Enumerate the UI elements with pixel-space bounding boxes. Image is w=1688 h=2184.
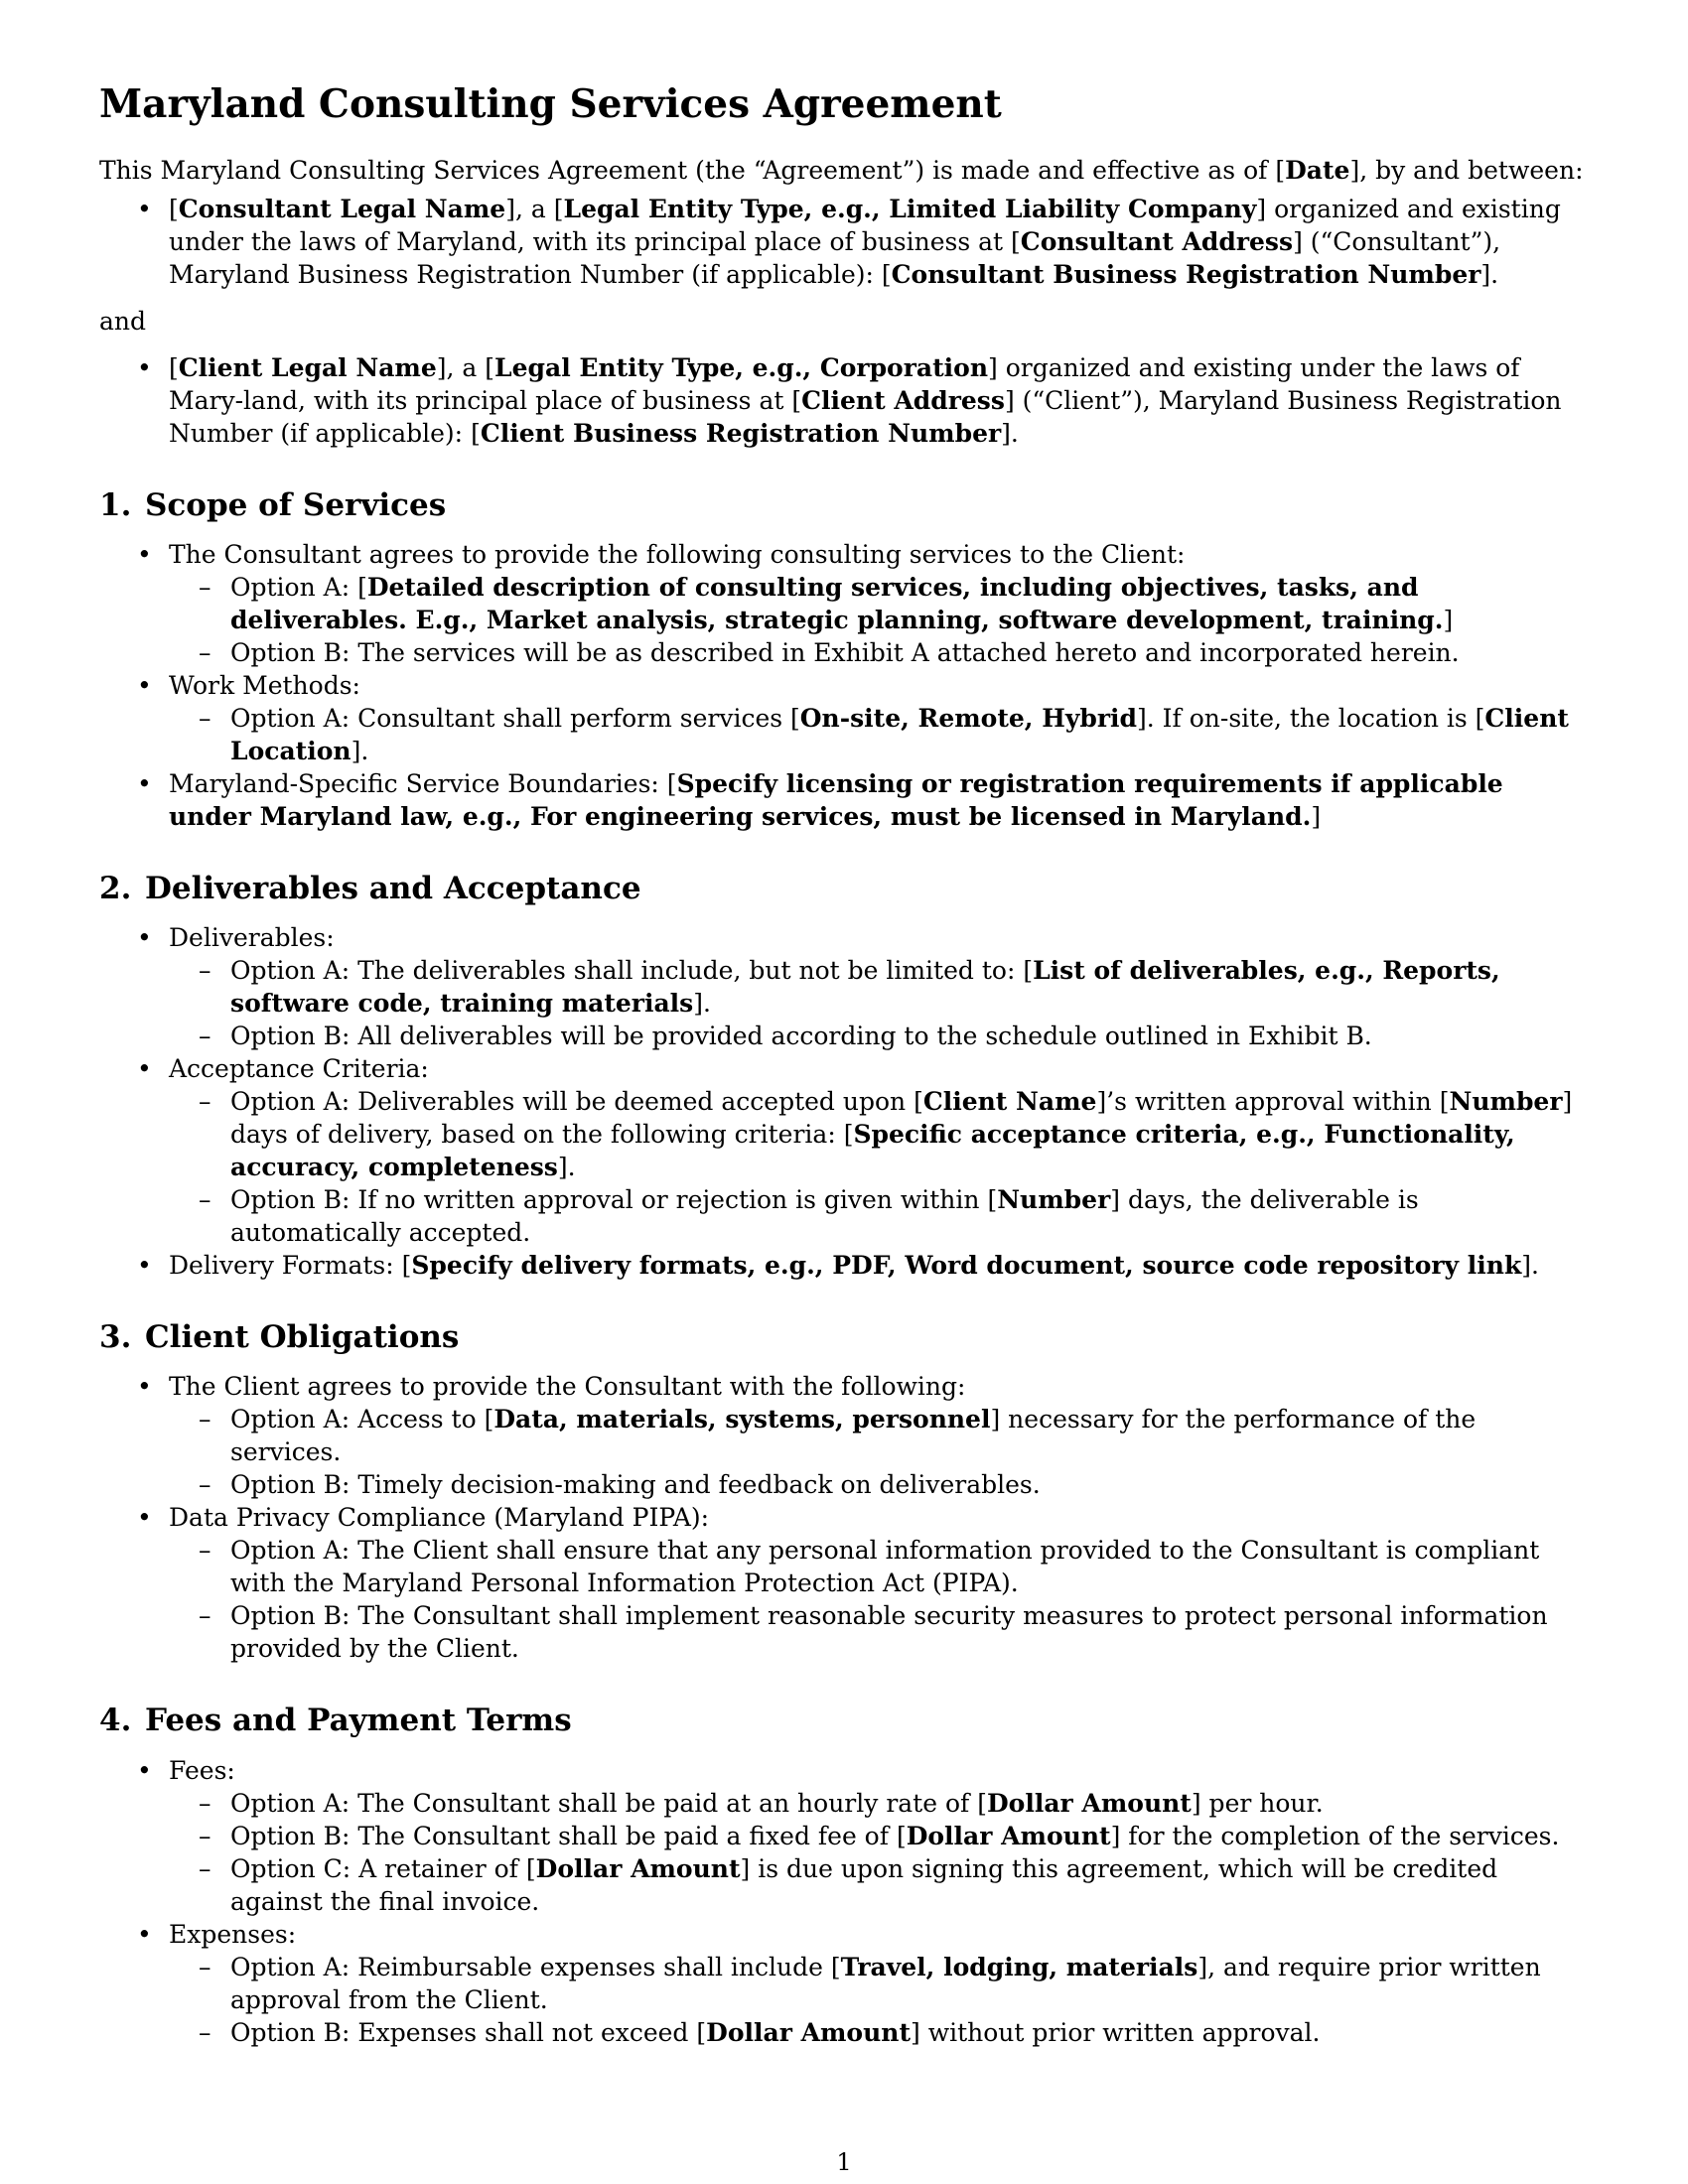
placeholder-bracket: [ (1023, 956, 1034, 986)
placeholder-field: Dollar Amount (987, 1788, 1192, 1818)
bullet-item-text (169, 1754, 1589, 1787)
placeholder-bracket: [ (1475, 703, 1485, 733)
section-number: 4. (99, 1703, 132, 1739)
bullet-item-text (169, 1918, 1589, 1951)
text-run: ] (“Client”), Maryland Business Registration Number (if applicable): (169, 385, 1562, 448)
section-number: 1. (99, 486, 132, 523)
placeholder-bracket: [ (357, 572, 367, 602)
placeholder-bracket: [ (1011, 226, 1021, 256)
text-run: ]. (1480, 259, 1499, 289)
text-run: The Consultant agrees to provide the following consulting services to the Client: (169, 539, 1186, 569)
text-run: Fees: (169, 1755, 235, 1785)
text-run: Option B: All deliverables will be provided according to the schedule outlined in Exhibit B. (230, 1022, 1372, 1051)
bullet-item (99, 1501, 1589, 1665)
option-item (169, 2016, 1589, 2049)
option-item (169, 1787, 1589, 1820)
bullet-item (99, 193, 1589, 291)
bullet-list (99, 193, 1589, 291)
text-run: and (99, 306, 147, 336)
text-run: Option B: Expenses shall not exceed (230, 2017, 697, 2047)
placeholder-bracket: [ (484, 1405, 494, 1434)
option-list (169, 1534, 1589, 1665)
placeholder-field: Specify delivery formats, e.g., PDF, Word document, source code repository link (411, 1251, 1522, 1281)
section-title-text: Scope of Services (145, 486, 447, 523)
option-item (169, 571, 1589, 636)
option-item (169, 954, 1589, 1020)
and-connector (99, 305, 1589, 338)
bullet-item (99, 1754, 1589, 1918)
text-run: ]. If on-site, the location is (1137, 703, 1476, 733)
text-run: Option A: (230, 572, 358, 602)
placeholder-bracket: [ (169, 352, 179, 382)
placeholder-bracket: [ (987, 1185, 998, 1215)
placeholder-bracket: [ (485, 352, 495, 382)
text-run: ], and require prior written approval from the Client. (230, 1952, 1541, 2014)
text-run: ] days of delivery, based on the following criteria: (230, 1087, 1573, 1150)
option-item (169, 1820, 1589, 1852)
placeholder-field: Legal Entity Type, e.g., Limited Liability Company (563, 194, 1257, 223)
text-run: Option B: If no written approval or rejection is given within (230, 1185, 988, 1215)
text-run: Maryland-Specific Service Boundaries: (169, 768, 667, 798)
text-run: ] days, the deliverable is automatically accepted. (230, 1185, 1419, 1248)
section-heading (99, 1319, 1589, 1356)
section-heading (99, 1703, 1589, 1739)
text-run: Data Privacy Compliance (Maryland PIPA): (169, 1503, 710, 1533)
placeholder-field: List of deliverables, e.g., Reports, software code, training materials (230, 956, 1500, 1019)
text-run: ] (1311, 801, 1322, 831)
text-run: Option B: Timely decision-making and feedback on deliverables. (230, 1470, 1041, 1500)
placeholder-field: Detailed description of consulting services, including objectives, tasks, and deliverables. E.g., Market analysis, strategic planning, software development, training. (230, 572, 1444, 634)
document-page (99, 81, 1589, 2049)
placeholder-field: On-site, Remote, Hybrid (799, 703, 1137, 733)
option-item (169, 1403, 1589, 1468)
placeholder-field: Dollar Amount (706, 2017, 912, 2047)
bullet-item-text (169, 193, 1589, 291)
option-item (169, 1534, 1589, 1599)
section-heading (99, 871, 1589, 907)
option-item (169, 636, 1589, 669)
placeholder-field: Specific acceptance criteria, e.g., Functionality, accuracy, completeness (230, 1120, 1515, 1182)
placeholder-field: Data, materials, systems, personnel (493, 1405, 991, 1434)
bullet-item (99, 1918, 1589, 2049)
option-list (169, 954, 1589, 1052)
text-run: ] per hour. (1191, 1788, 1324, 1818)
option-list (169, 1085, 1589, 1249)
text-run: ] organized and existing under the laws of Mary-land, with its principal place of business at (169, 352, 1520, 415)
option-list (169, 1787, 1589, 1918)
placeholder-field: Consultant Legal Name (178, 194, 506, 223)
bullet-list (99, 1370, 1589, 1665)
placeholder-bracket: [ (525, 1853, 536, 1883)
text-run: Option B: The Consultant shall be paid a fixed fee of (230, 1821, 897, 1850)
text-run: ] for the completion of the services. (1110, 1821, 1560, 1850)
placeholder-field: Client Address (801, 385, 1005, 415)
text-run: Expenses: (169, 1919, 297, 1949)
text-run: ], a (436, 352, 486, 382)
section-number: 2. (99, 870, 132, 906)
placeholder-bracket: [ (553, 194, 564, 223)
bullet-item-text (169, 767, 1589, 833)
bullet-item (99, 669, 1589, 767)
bullet-item-text (169, 921, 1589, 954)
text-run: ]. (351, 736, 369, 765)
placeholder-bracket: [ (830, 1952, 841, 1981)
placeholder-bracket: [ (790, 703, 800, 733)
section-number: 3. (99, 1319, 132, 1356)
placeholder-field: Date (1285, 155, 1350, 185)
text-run: The Client agrees to provide the Consultant with the following: (169, 1372, 966, 1402)
section-heading (99, 487, 1589, 524)
placeholder-bracket: [ (896, 1821, 907, 1850)
placeholder-field: Legal Entity Type, e.g., Corporation (494, 352, 988, 382)
bullet-item (99, 1052, 1589, 1249)
placeholder-bracket: [ (977, 1788, 987, 1818)
option-list (169, 1403, 1589, 1501)
text-run: ], a (505, 194, 554, 223)
placeholder-bracket: [ (914, 1087, 923, 1117)
text-run: Option A: Deliverables will be deemed accepted upon (230, 1087, 914, 1117)
text-run: Option A: The Client shall ensure that any personal information provided to the Consultant is compliant with the Maryland Personal Information Protection Act (PIPA). (230, 1536, 1540, 1598)
bullet-list (99, 921, 1589, 1282)
text-run: ] (“Consultant”), Maryland Business Registration Number (if applicable): (169, 226, 1501, 289)
bullet-list (99, 1754, 1589, 2049)
option-item (169, 1599, 1589, 1665)
bullet-item-text (169, 1249, 1589, 1282)
text-run: Option C: A retainer of (230, 1853, 526, 1883)
option-list (169, 702, 1589, 767)
placeholder-field: Number (1449, 1087, 1563, 1117)
placeholder-bracket: [ (471, 418, 481, 448)
option-item (169, 1085, 1589, 1183)
placeholder-bracket: [ (1439, 1087, 1450, 1117)
document-body (99, 154, 1589, 2049)
option-item (169, 1852, 1589, 1918)
placeholder-bracket: [ (791, 385, 802, 415)
text-run: ]. (1521, 1251, 1539, 1281)
bullet-list (99, 538, 1589, 833)
placeholder-bracket: [ (666, 768, 677, 798)
text-run: This Maryland Consulting Services Agreement (the “Agreement”) is made and effective as of (99, 155, 1276, 185)
placeholder-field: Consultant Address (1020, 226, 1294, 256)
placeholder-field: Client Legal Name (178, 352, 437, 382)
bullet-item-text (169, 1052, 1589, 1085)
text-run: ] without prior written approval. (911, 2017, 1321, 2047)
bullet-item (99, 1370, 1589, 1501)
text-run: ]. (1001, 418, 1019, 448)
text-run: ]. (693, 989, 711, 1019)
placeholder-bracket: [ (696, 2017, 707, 2047)
option-item (169, 1468, 1589, 1501)
text-run: Option A: Reimbursable expenses shall include (230, 1952, 831, 1981)
bullet-item-text (169, 351, 1589, 450)
placeholder-field: Number (997, 1185, 1111, 1215)
document-title: Maryland Consulting Services Agreement (99, 81, 1002, 127)
section-title-text: Client Obligations (145, 1319, 460, 1356)
text-run: Option A: The deliverables shall include, but not be limited to: (230, 956, 1024, 986)
intro-paragraph (99, 154, 1589, 187)
page-number: 1 (836, 2148, 852, 2176)
placeholder-bracket: [ (169, 194, 179, 223)
bullet-item (99, 767, 1589, 833)
placeholder-field: Dollar Amount (535, 1853, 741, 1883)
text-run: Work Methods: (169, 670, 360, 700)
bullet-item-text (169, 1501, 1589, 1534)
text-run: Option A: Access to (230, 1405, 485, 1434)
placeholder-bracket: [ (401, 1251, 412, 1281)
text-run: ]. (557, 1153, 576, 1182)
bullet-item (99, 538, 1589, 669)
section-title-text: Fees and Payment Terms (145, 1703, 572, 1739)
option-item (169, 702, 1589, 767)
option-list (169, 1951, 1589, 2049)
placeholder-field: Travel, lodging, materials (840, 1952, 1198, 1981)
placeholder-bracket: [ (881, 259, 892, 289)
text-run: ]’s written approval within (1096, 1087, 1440, 1117)
text-run: ], by and between: (1349, 155, 1584, 185)
placeholder-field: Client Name (922, 1087, 1097, 1117)
option-item (169, 1183, 1589, 1249)
bullet-item-text (169, 538, 1589, 571)
text-run: ] organized and existing under the laws of Maryland, with its principal place of business at (169, 194, 1561, 256)
text-run: Option B: The services will be as described in Exhibit A attached hereto and incorporated herein. (230, 637, 1460, 667)
bullet-item-text (169, 1370, 1589, 1403)
text-run: Option A: Consultant shall perform services (230, 703, 791, 733)
option-list (169, 571, 1589, 669)
text-run: Option B: The Consultant shall implement reasonable security measures to protect personal information provided by the Client. (230, 1601, 1548, 1664)
placeholder-field: Dollar Amount (906, 1821, 1111, 1850)
text-run: ] is due upon signing this agreement, which will be credited against the final invoice. (230, 1853, 1498, 1916)
text-run: Option A: The Consultant shall be paid at an hourly rate of (230, 1788, 978, 1818)
bullet-item-text (169, 669, 1589, 702)
placeholder-bracket: [ (1275, 155, 1286, 185)
placeholder-field: Specify licensing or registration requirements if applicable under Maryland law, e.g., For engineering services, must be licensed in Maryland. (169, 768, 1503, 831)
placeholder-field: Consultant Business Registration Number (891, 259, 1481, 289)
option-item (169, 1951, 1589, 2016)
text-run: Delivery Formats: (169, 1251, 402, 1281)
placeholder-field: Client Location (230, 703, 1569, 765)
text-run: Deliverables: (169, 923, 335, 953)
bullet-item (99, 351, 1589, 450)
text-run: Acceptance Criteria: (169, 1054, 429, 1084)
bullet-item (99, 1249, 1589, 1282)
text-run: ] (1443, 605, 1454, 634)
bullet-item (99, 921, 1589, 1052)
section-title-text: Deliverables and Acceptance (145, 870, 641, 906)
bullet-list (99, 351, 1589, 450)
placeholder-field: Client Business Registration Number (480, 418, 1002, 448)
option-item (169, 1020, 1589, 1052)
text-run: ] necessary for the performance of the services. (230, 1405, 1477, 1467)
placeholder-bracket: [ (843, 1120, 854, 1150)
